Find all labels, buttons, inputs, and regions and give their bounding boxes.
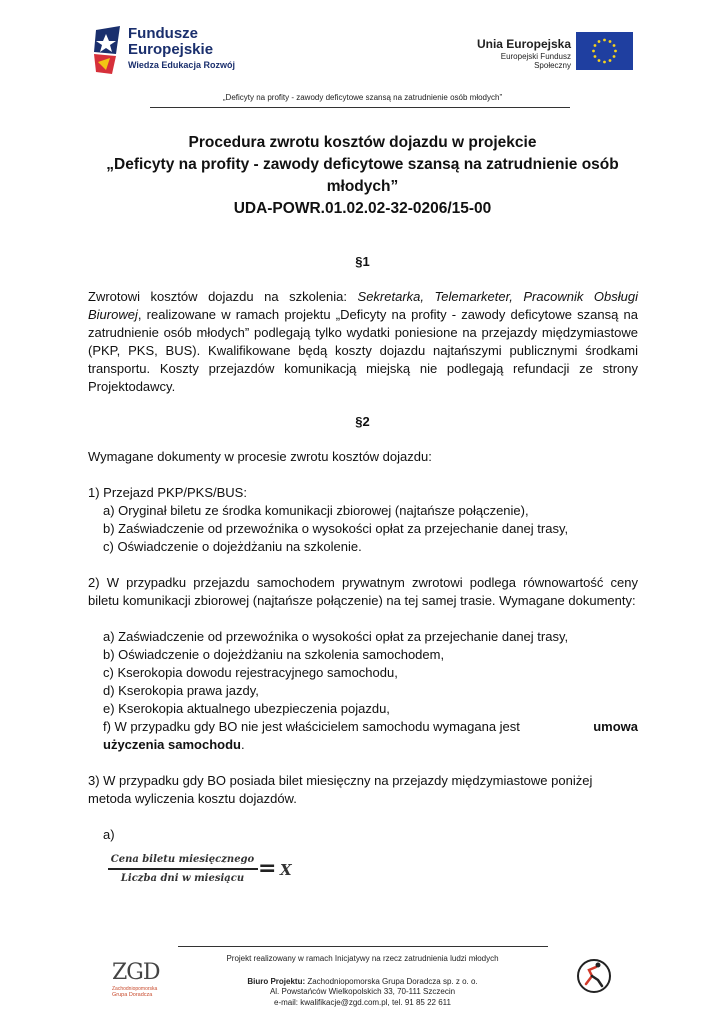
ue-logo-line1: Unia Europejska xyxy=(476,37,571,51)
formula-equals: = xyxy=(258,856,277,881)
formula-fraction-bar xyxy=(108,868,258,870)
item2-b: b) Oświadczenie o dojeżdżaniu na szkolenia samochodem, xyxy=(103,647,445,662)
title-line1: Procedura zwrotu kosztów dojazdu w projekcie xyxy=(188,134,537,151)
cost-formula xyxy=(108,852,308,892)
footer-office-value: Zachodniopomorska Grupa Doradcza sp. z o. o. xyxy=(305,977,478,986)
eu-star xyxy=(609,59,612,62)
item2-e: e) Kserokopia aktualnego ubezpieczenia pojazdu, xyxy=(103,701,390,716)
item2-c: c) Kserokopia dowodu rejestracyjnego samochodu, xyxy=(103,665,398,680)
fe-logo-line2: Europejskie xyxy=(128,41,214,58)
zgd-logo-mark: ZGD xyxy=(112,960,160,985)
item1-b: b) Zaświadczenie od przewoźnika o wysokości opłat za przejechanie danej trasy, xyxy=(103,521,569,536)
item1-heading: 1) Przejazd PKP/PKS/BUS: xyxy=(88,485,247,500)
formula-numerator: Cena biletu miesięcznego xyxy=(110,854,255,865)
item2-f-bold1: umowa xyxy=(593,719,638,734)
item2-a: a) Zaświadczenie od przewoźnika o wysokości opłat za przejechanie danej trasy, xyxy=(103,629,569,644)
item2-f-cont xyxy=(103,736,245,754)
header-divider xyxy=(150,107,570,108)
item1-a: a) Oryginał biletu ze środka komunikacji zbiorowej (najtańsze połączenie), xyxy=(103,503,529,518)
item2-f-text: f) W przypadku gdy BO nie jest właścicielem samochodu wymagana jest xyxy=(103,719,520,734)
item1-c: c) Oświadczenie o dojeżdżaniu na szkolenie. xyxy=(103,539,362,554)
eu-star xyxy=(613,44,616,47)
footer-office-label: Biuro Projektu: xyxy=(247,977,306,986)
item2-f-end: . xyxy=(240,737,245,752)
footer-divider xyxy=(178,946,548,947)
eu-flag-icon xyxy=(576,32,633,70)
item2-f-bold2: użyczenia samochodu xyxy=(103,737,241,752)
footer-initiative: Projekt realizowany w ramach Inicjatywy na rzecz zatrudnienia ludzi młodych xyxy=(226,954,499,963)
item2-heading: 2) W przypadku przejazdu samochodem prywatnym zwrotowi podlega równowartość ceny biletu komunikacji zbiorowej (najtańsze połączenie) na tej samej trasie. Wymagane dokumenty: xyxy=(88,575,638,608)
item2-d: d) Kserokopia prawa jazdy, xyxy=(103,683,259,698)
section1-mark: §1 xyxy=(355,254,370,269)
item2-f xyxy=(103,718,638,736)
eu-star xyxy=(592,50,595,53)
fundusze-europejskie-logo xyxy=(92,22,242,80)
footer-address: Al. Powstańców Wielkopolskich 33, 70-111 Szczecin xyxy=(269,987,456,996)
zgd-logo xyxy=(108,960,168,1000)
fe-star-flag-icon xyxy=(92,24,124,76)
item3-heading: 3) W przypadku gdy BO posiada bilet miesięczny na przejazdy międzymiastowe poniżej metoda wyliczenia kosztu dojazdów. xyxy=(88,773,593,806)
eu-star xyxy=(603,39,606,42)
fe-logo-line3: Wiedza Edukacja Rozwój xyxy=(128,60,235,70)
fe-logo-line1: Fundusze xyxy=(128,25,198,42)
eu-star xyxy=(609,40,612,43)
eu-star xyxy=(614,50,617,53)
section1-lead: Zwrotowi kosztów dojazdu na szkolenia: xyxy=(88,289,358,304)
document-title xyxy=(60,132,665,220)
eu-star xyxy=(613,55,616,58)
title-line3: młodych” xyxy=(326,178,399,195)
footer-contact: e-mail: kwalifikacje@zgd.com.pl, tel. 91 85 22 611 xyxy=(274,998,451,1007)
section2-intro: Wymagane dokumenty w procesie zwrotu kosztów dojazdu: xyxy=(88,449,432,464)
item3-a-label: a) xyxy=(103,827,115,842)
ue-logo-line2: Europejski Fundusz Społeczny xyxy=(500,52,571,70)
eu-star xyxy=(598,59,601,62)
unia-europejska-logo xyxy=(463,32,633,72)
title-project-code: UDA-POWR.01.02.02-32-0206/15-00 xyxy=(233,200,492,217)
section1-rest: , realizowane w ramach projektu „Deficyty na profity - zawody deficytowe szansą na zatrudnienie osób młodych” podlegają tylko wydatki poniesione na przejazdy międzymiastowe (PKP, PKS, BUS). Kwalifikowane będą koszty dojazdu najtańszymi publicznymi środkami transportu. Koszty przejazdów komunikacją miejską nie podlegają refundacji ze strony Projektodawcy. xyxy=(88,307,638,394)
section1-paragraph xyxy=(88,288,638,396)
zgd-logo-sub2: Grupa Doradcza xyxy=(112,992,153,998)
eu-star xyxy=(594,44,597,47)
title-line2: „Deficyty na profity - zawody deficytowe szansą na zatrudnienie osób xyxy=(106,156,619,173)
zgd-logo-sub1: Zachodniopomorska xyxy=(112,986,158,992)
formula-denominator: Liczba dni w miesiącu xyxy=(120,873,245,884)
eu-star xyxy=(594,55,597,58)
runner-logo-icon xyxy=(576,958,612,994)
section2-mark: §2 xyxy=(355,414,370,429)
formula-result: X xyxy=(280,861,292,879)
section1-courses: Sekretarka, Telemarketer, Pracownik Obsługi Biurowej xyxy=(88,289,638,322)
eu-star xyxy=(598,40,601,43)
eu-star xyxy=(603,61,606,64)
header-project-caption: „Deficyty na profity - zawody deficytowe szansą na zatrudnienie osób młodych” xyxy=(222,93,503,102)
